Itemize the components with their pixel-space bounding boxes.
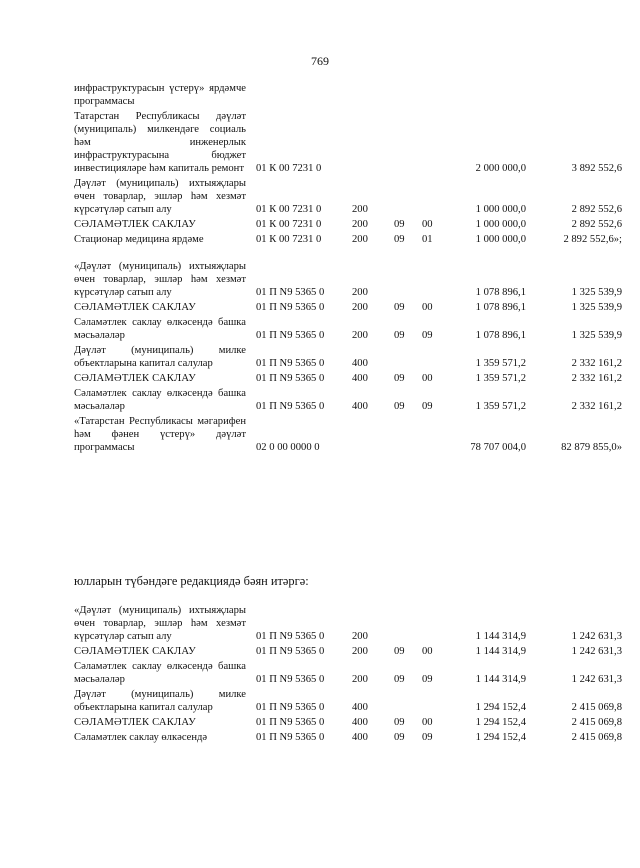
row-name: Сәламәтлек саклау өлкәсендә [74, 732, 208, 743]
row-subsection: 09 [422, 732, 433, 743]
row-subsection: 09 [422, 401, 433, 412]
row-code: 01 П N9 5365 0 [256, 373, 325, 384]
row-expense-type: 400 [352, 702, 368, 713]
row-code: 01 П N9 5365 0 [256, 717, 325, 728]
row-subsection: 00 [422, 373, 433, 384]
row-expense-type: 200 [352, 330, 368, 341]
row-expense-type: 400 [352, 358, 368, 369]
row-subsection: 00 [422, 219, 433, 230]
row-amount-2: 2 892 552,6 [571, 219, 622, 230]
row-amount-1: 1 359 571,2 [475, 358, 526, 369]
row-subsection: 00 [422, 646, 433, 657]
row-amount-1: 1 359 571,2 [475, 401, 526, 412]
row-amount-1: 1 144 314,9 [475, 631, 526, 642]
row-amount-1: 2 000 000,0 [475, 163, 526, 174]
table-row [74, 233, 622, 246]
table-row [74, 688, 622, 714]
row-expense-type: 200 [352, 219, 368, 230]
table-row [74, 177, 622, 216]
row-code: 01 П N9 5365 0 [256, 302, 325, 313]
row-amount-1: 1 294 152,4 [475, 702, 526, 713]
row-amount-1: 1 078 896,1 [475, 330, 526, 341]
row-name: Сәламәтлек саклау өлкәсендә башка мәсьәләләр [74, 388, 246, 412]
row-amount-1: 1 000 000,0 [475, 234, 526, 245]
row-amount-2: 2 892 552,6»; [563, 234, 622, 245]
row-code: 01 П N9 5365 0 [256, 646, 325, 657]
table-row [74, 645, 622, 658]
row-section: 09 [394, 717, 405, 728]
row-section: 09 [394, 373, 405, 384]
row-amount-2: 2 415 069,8 [571, 702, 622, 713]
row-expense-type: 400 [352, 373, 368, 384]
row-amount-2: 2 332 161,2 [571, 358, 622, 369]
row-section: 09 [394, 219, 405, 230]
row-name: Дәүләт (муниципаль) милке объектларына капитал салулар [74, 345, 246, 369]
row-amount-2: 2 415 069,8 [571, 732, 622, 743]
row-section: 09 [394, 674, 405, 685]
row-name: «Татарстан Республикасы мәгарифен һәм фәнен үстерү» дәүләт программасы [74, 416, 246, 453]
row-subsection: 09 [422, 674, 433, 685]
instruction-paragraph: юлларын түбәндәге редакциядә бәян итәргә: [74, 574, 309, 588]
row-section: 09 [394, 401, 405, 412]
row-amount-1: 1 000 000,0 [475, 204, 526, 215]
row-code: 02 0 00 0000 0 [256, 442, 320, 453]
row-code: 01 К 00 7231 0 [256, 234, 322, 245]
table-row [74, 301, 622, 314]
row-name: «Дәүләт (муниципаль) ихтыяҗлары өчен товарлар, эшләр һәм хезмәт күрсәтүләр сатып алу [74, 261, 246, 298]
row-expense-type: 200 [352, 302, 368, 313]
row-expense-type: 200 [352, 204, 368, 215]
row-expense-type: 400 [352, 732, 368, 743]
table-row [74, 660, 622, 686]
table-row [74, 716, 622, 729]
table-row [74, 82, 622, 108]
row-code: 01 П N9 5365 0 [256, 287, 325, 298]
row-subsection: 01 [422, 234, 433, 245]
budget-table-new [74, 604, 622, 746]
row-code: 01 П N9 5365 0 [256, 702, 325, 713]
row-code: 01 П N9 5365 0 [256, 732, 325, 743]
row-amount-2: 1 325 539,9 [571, 302, 622, 313]
row-code: 01 П N9 5365 0 [256, 674, 325, 685]
row-amount-1: 1 078 896,1 [475, 287, 526, 298]
row-name: Сәламәтлек саклау өлкәсендә башка мәсьәләләр [74, 317, 246, 341]
row-amount-2: 1 242 631,3 [571, 646, 622, 657]
row-amount-1: 1 144 314,9 [475, 674, 526, 685]
table-row [74, 260, 622, 299]
row-subsection: 00 [422, 302, 433, 313]
row-code: 01 П N9 5365 0 [256, 358, 325, 369]
row-amount-1: 1 294 152,4 [475, 732, 526, 743]
row-amount-1: 1 294 152,4 [475, 717, 526, 728]
row-code: 01 К 00 7231 0 [256, 163, 322, 174]
row-section: 09 [394, 646, 405, 657]
row-expense-type: 200 [352, 631, 368, 642]
row-name: Стационар медицина ярдәме [74, 234, 204, 245]
row-amount-2: 1 242 631,3 [571, 674, 622, 685]
row-amount-1: 1 078 896,1 [475, 302, 526, 313]
row-code: 01 П N9 5365 0 [256, 401, 325, 412]
table-row [74, 387, 622, 413]
row-section: 09 [394, 330, 405, 341]
budget-table-current [74, 82, 622, 456]
table-row [74, 316, 622, 342]
row-code: 01 К 00 7231 0 [256, 219, 322, 230]
row-section: 09 [394, 234, 405, 245]
row-amount-2: 82 879 855,0» [561, 442, 622, 453]
row-name: СӘЛАМӘТЛЕК САКЛАУ [74, 219, 196, 230]
table-row [74, 218, 622, 231]
row-amount-1: 1 359 571,2 [475, 373, 526, 384]
page-number: 769 [311, 54, 329, 68]
row-name: СӘЛАМӘТЛЕК САКЛАУ [74, 373, 196, 384]
row-name: «Дәүләт (муниципаль) ихтыяҗлары өчен товарлар, эшләр һәм хезмәт күрсәтүләр сатып алу [74, 605, 246, 642]
row-amount-2: 3 892 552,6 [571, 163, 622, 174]
row-amount-2: 2 332 161,2 [571, 373, 622, 384]
row-name: СӘЛАМӘТЛЕК САКЛАУ [74, 646, 196, 657]
row-name: Татарстан Республикасы дәүләт (муниципаль) милкендәге социаль һәм инженерлык инфраструктурасына бюджет инвестицияләре һәм капиталь ремонт [74, 111, 246, 174]
table-row [74, 372, 622, 385]
row-subsection: 00 [422, 717, 433, 728]
row-expense-type: 200 [352, 287, 368, 298]
row-amount-1: 78 707 004,0 [470, 442, 526, 453]
row-amount-2: 2 415 069,8 [571, 717, 622, 728]
row-name: СӘЛАМӘТЛЕК САКЛАУ [74, 717, 196, 728]
row-amount-1: 1 144 314,9 [475, 646, 526, 657]
table-row [74, 604, 622, 643]
row-name: СӘЛАМӘТЛЕК САКЛАУ [74, 302, 196, 313]
row-code: 01 К 00 7231 0 [256, 204, 322, 215]
table-row [74, 415, 622, 454]
row-code: 01 П N9 5365 0 [256, 631, 325, 642]
row-name: Дәүләт (муниципаль) милке объектларына капитал салулар [74, 689, 246, 713]
row-expense-type: 200 [352, 674, 368, 685]
row-section: 09 [394, 732, 405, 743]
table-row [74, 731, 622, 744]
row-amount-2: 2 892 552,6 [571, 204, 622, 215]
row-expense-type: 200 [352, 234, 368, 245]
row-name: Дәүләт (муниципаль) ихтыяҗлары өчен товарлар, эшләр һәм хезмәт күрсәтүләр сатып алу [74, 178, 246, 215]
row-code: 01 П N9 5365 0 [256, 330, 325, 341]
row-amount-1: 1 000 000,0 [475, 219, 526, 230]
row-subsection: 09 [422, 330, 433, 341]
row-name: инфраструктурасын үстерү» ярдәмче программасы [74, 83, 246, 107]
table-row [74, 110, 622, 175]
row-section: 09 [394, 302, 405, 313]
row-expense-type: 400 [352, 717, 368, 728]
row-amount-2: 2 332 161,2 [571, 401, 622, 412]
row-amount-2: 1 325 539,9 [571, 330, 622, 341]
row-expense-type: 400 [352, 401, 368, 412]
row-amount-2: 1 325 539,9 [571, 287, 622, 298]
table-row [74, 344, 622, 370]
row-expense-type: 200 [352, 646, 368, 657]
row-name: Сәламәтлек саклау өлкәсендә башка мәсьәләләр [74, 661, 246, 685]
row-amount-2: 1 242 631,3 [571, 631, 622, 642]
